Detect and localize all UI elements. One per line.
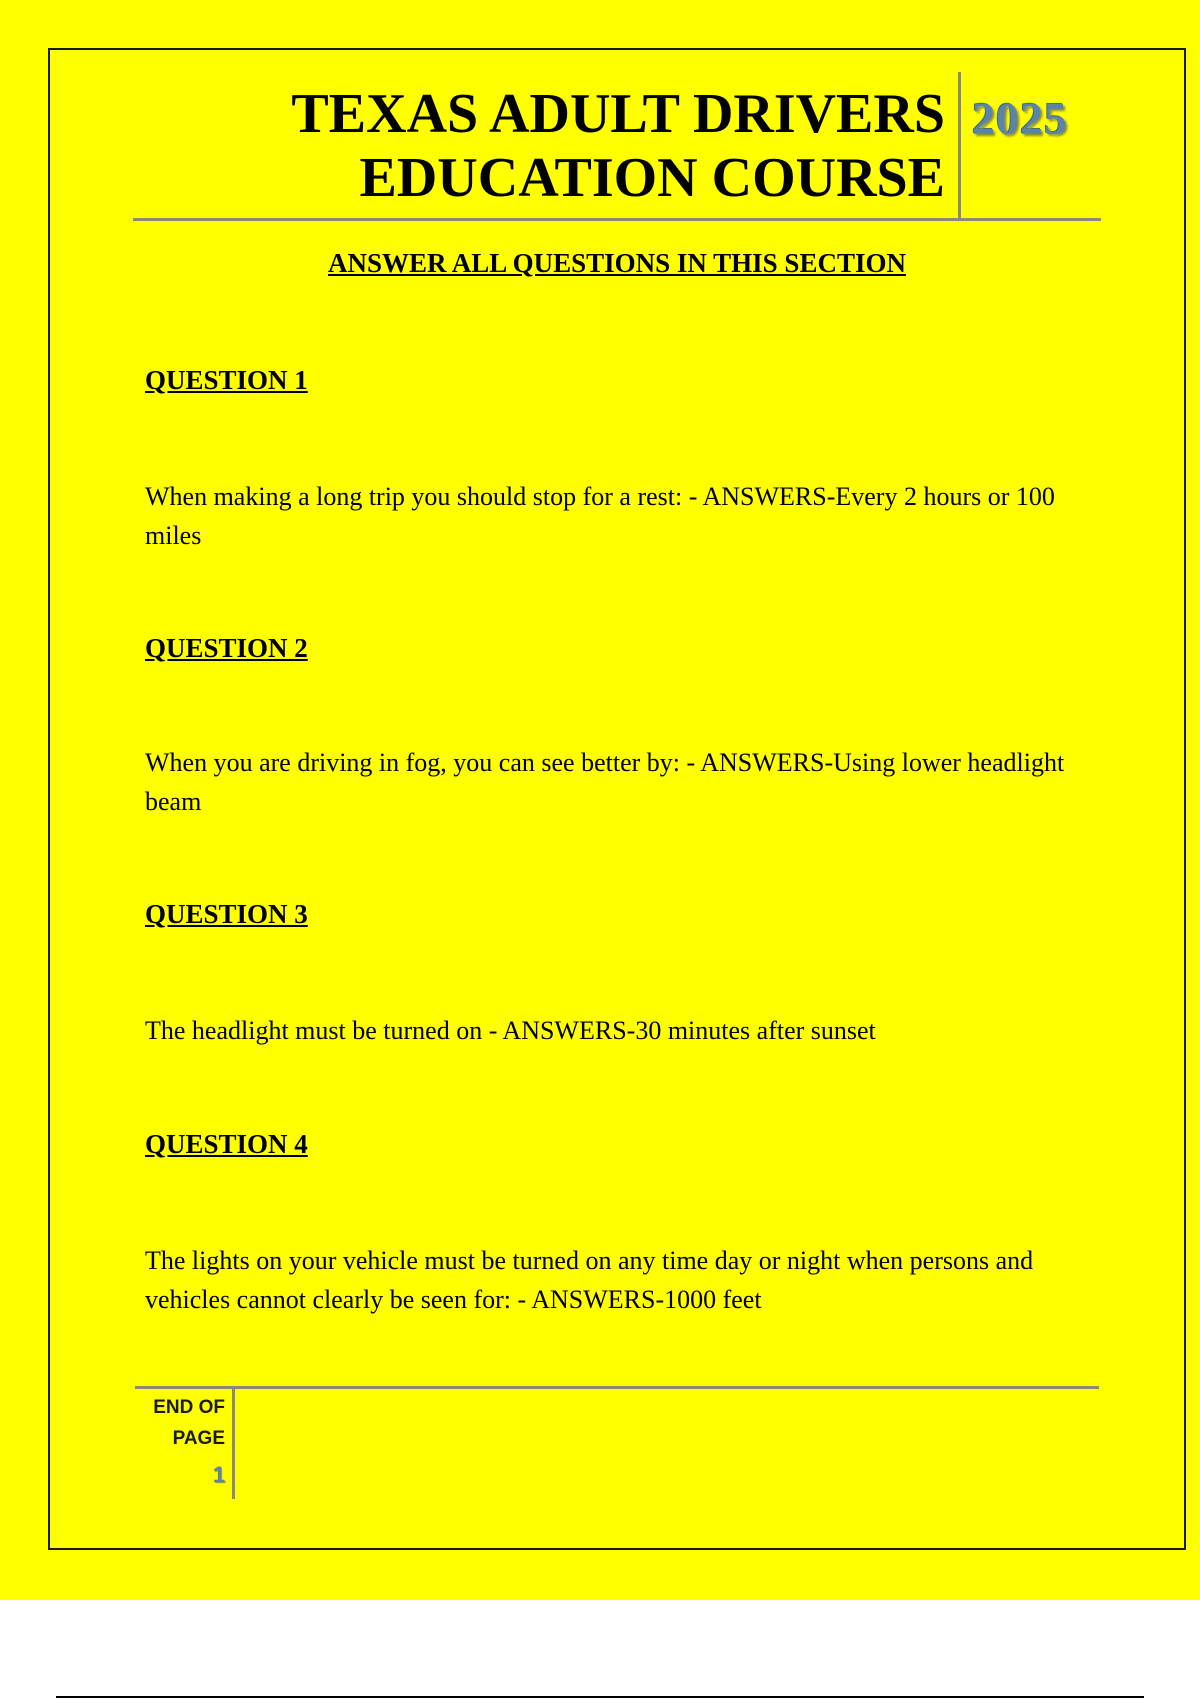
footer-divider-horizontal [135, 1386, 1099, 1389]
header-divider-vertical [958, 72, 961, 220]
question-1-label: QUESTION 1 [145, 365, 308, 395]
footer-end-of-page [135, 1392, 225, 1454]
page-number: 1 [212, 1462, 225, 1487]
question-4-text: The lights on your vehicle must be turned on any time day or night when persons and vehicles cannot clearly be seen for: - ANSWERS-1000 feet [145, 1246, 1034, 1314]
header-year: 2025 [972, 93, 1068, 144]
title-line-2: EDUCATION COURSE [359, 147, 945, 209]
title-line-1: TEXAS ADULT DRIVERS [291, 83, 945, 145]
question-2-text: When you are driving in fog, you can see better by: - ANSWERS-Using lower headlight beam [145, 748, 1065, 816]
question-4-label: QUESTION 4 [145, 1129, 308, 1159]
question-3-label: QUESTION 3 [145, 899, 308, 929]
footer-divider-vertical [232, 1389, 235, 1499]
bottom-rule [56, 1696, 1144, 1698]
header-divider-horizontal [133, 218, 1101, 221]
document-title [180, 82, 945, 210]
footer-label-line-2: PAGE [172, 1428, 225, 1449]
footer-label-line-1: END OF [153, 1397, 225, 1418]
question-2-label: QUESTION 2 [145, 633, 308, 663]
section-heading: ANSWER ALL QUESTIONS IN THIS SECTION [328, 248, 906, 278]
question-3-text: The headlight must be turned on - ANSWERS-30 minutes after sunset [145, 1016, 876, 1045]
question-1-text: When making a long trip you should stop for a rest: - ANSWERS-Every 2 hours or 100 miles [145, 482, 1055, 550]
